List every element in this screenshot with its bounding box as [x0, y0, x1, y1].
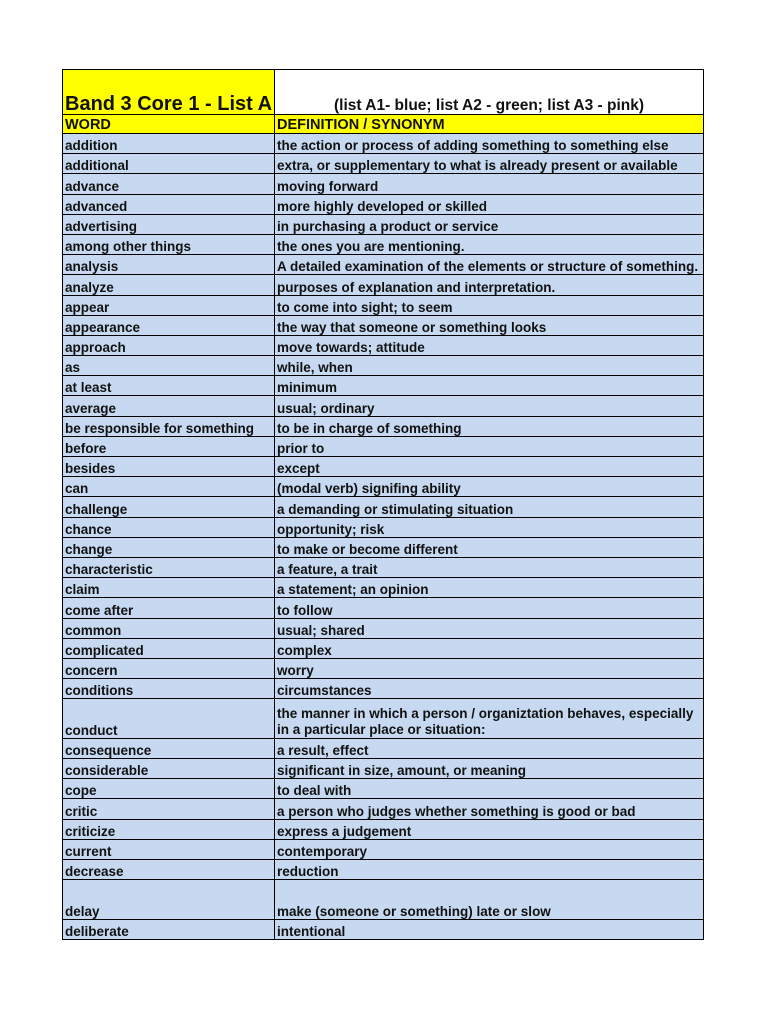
definition-cell[interactable]: purposes of explanation and interpretation. [275, 275, 704, 295]
title-row [63, 70, 704, 115]
definition-cell[interactable]: except [275, 457, 704, 477]
definition-cell[interactable]: the action or process of adding something to something else [275, 134, 704, 154]
word-cell[interactable]: at least [63, 376, 275, 396]
word-cell[interactable]: approach [63, 335, 275, 355]
definition-cell[interactable]: A detailed examination of the elements or structure of something. [275, 255, 704, 275]
sheet-subtitle[interactable]: (list A1- blue; list A2 - green; list A3 - pink) [275, 70, 704, 115]
word-cell[interactable]: decrease [63, 859, 275, 879]
table-row [63, 315, 704, 335]
definition-cell[interactable]: complex [275, 638, 704, 658]
table-row [63, 255, 704, 275]
word-cell[interactable]: among other things [63, 234, 275, 254]
definition-cell[interactable]: minimum [275, 376, 704, 396]
definition-cell[interactable]: to make or become different [275, 537, 704, 557]
table-row [63, 497, 704, 517]
definition-cell[interactable]: significant in size, amount, or meaning [275, 758, 704, 778]
word-cell[interactable]: characteristic [63, 557, 275, 577]
word-cell[interactable]: deliberate [63, 919, 275, 939]
table-row [63, 477, 704, 497]
definition-cell[interactable]: a demanding or stimulating situation [275, 497, 704, 517]
definition-cell[interactable]: moving forward [275, 174, 704, 194]
definition-cell[interactable]: intentional [275, 919, 704, 939]
word-column-header[interactable]: WORD [63, 115, 275, 134]
table-row [63, 517, 704, 537]
definition-cell[interactable]: a result, effect [275, 738, 704, 758]
table-row [63, 819, 704, 839]
word-cell[interactable]: considerable [63, 758, 275, 778]
word-cell[interactable]: concern [63, 658, 275, 678]
word-cell[interactable]: cope [63, 779, 275, 799]
word-cell[interactable]: current [63, 839, 275, 859]
definition-cell[interactable]: make (someone or something) late or slow [275, 880, 704, 920]
table-row [63, 880, 704, 920]
definition-cell[interactable]: circumstances [275, 679, 704, 699]
table-row [63, 376, 704, 396]
table-row [63, 416, 704, 436]
word-cell[interactable]: complicated [63, 638, 275, 658]
definition-cell[interactable]: in purchasing a product or service [275, 214, 704, 234]
word-cell[interactable]: delay [63, 880, 275, 920]
definition-cell[interactable]: a person who judges whether something is good or bad [275, 799, 704, 819]
table-row [63, 679, 704, 699]
definition-cell[interactable]: usual; ordinary [275, 396, 704, 416]
word-cell[interactable]: challenge [63, 497, 275, 517]
vocabulary-table [62, 69, 704, 940]
word-cell[interactable]: can [63, 477, 275, 497]
word-cell[interactable]: chance [63, 517, 275, 537]
table-row [63, 638, 704, 658]
word-cell[interactable]: before [63, 436, 275, 456]
definition-cell[interactable]: contemporary [275, 839, 704, 859]
definition-cell[interactable]: the way that someone or something looks [275, 315, 704, 335]
definition-cell[interactable]: more highly developed or skilled [275, 194, 704, 214]
table-row [63, 275, 704, 295]
word-cell[interactable]: additional [63, 154, 275, 174]
table-row [63, 618, 704, 638]
word-cell[interactable]: critic [63, 799, 275, 819]
definition-cell[interactable]: reduction [275, 859, 704, 879]
word-cell[interactable]: change [63, 537, 275, 557]
table-row [63, 335, 704, 355]
word-cell[interactable]: appearance [63, 315, 275, 335]
table-row [63, 839, 704, 859]
definition-column-header[interactable]: DEFINITION / SYNONYM [275, 115, 704, 134]
table-row [63, 699, 704, 739]
word-cell[interactable]: consequence [63, 738, 275, 758]
definition-cell[interactable]: usual; shared [275, 618, 704, 638]
word-cell[interactable]: come after [63, 598, 275, 618]
table-row [63, 598, 704, 618]
definition-cell[interactable]: move towards; attitude [275, 335, 704, 355]
definition-cell[interactable]: to come into sight; to seem [275, 295, 704, 315]
word-cell[interactable]: advertising [63, 214, 275, 234]
word-cell[interactable]: as [63, 356, 275, 376]
table-row [63, 154, 704, 174]
definition-cell[interactable]: to be in charge of something [275, 416, 704, 436]
definition-cell[interactable]: to follow [275, 598, 704, 618]
definition-cell[interactable]: prior to [275, 436, 704, 456]
definition-cell[interactable]: a feature, a trait [275, 557, 704, 577]
table-row [63, 658, 704, 678]
word-cell[interactable]: conditions [63, 679, 275, 699]
word-cell[interactable]: appear [63, 295, 275, 315]
definition-cell[interactable]: the manner in which a person / organiztation behaves, especially in a particular place or situation: [275, 699, 704, 739]
definition-cell[interactable]: (modal verb) signifing ability [275, 477, 704, 497]
definition-cell[interactable]: a statement; an opinion [275, 578, 704, 598]
definition-cell[interactable]: opportunity; risk [275, 517, 704, 537]
table-row [63, 919, 704, 939]
table-row [63, 799, 704, 819]
definition-cell[interactable]: the ones you are mentioning. [275, 234, 704, 254]
table-row [63, 779, 704, 799]
table-row [63, 134, 704, 154]
table-row [63, 194, 704, 214]
word-cell[interactable]: addition [63, 134, 275, 154]
word-cell[interactable]: analyze [63, 275, 275, 295]
word-cell[interactable]: be responsible for something [63, 416, 275, 436]
definition-cell[interactable]: extra, or supplementary to what is already present or available [275, 154, 704, 174]
word-cell[interactable]: conduct [63, 699, 275, 739]
word-cell[interactable]: common [63, 618, 275, 638]
table-row [63, 214, 704, 234]
table-row [63, 457, 704, 477]
definition-cell[interactable]: express a judgement [275, 819, 704, 839]
table-row [63, 436, 704, 456]
definition-cell[interactable]: worry [275, 658, 704, 678]
word-cell[interactable]: average [63, 396, 275, 416]
word-cell[interactable]: advance [63, 174, 275, 194]
table-row [63, 234, 704, 254]
sheet-title[interactable]: Band 3 Core 1 - List A [63, 70, 275, 115]
word-cell[interactable]: analysis [63, 255, 275, 275]
table-row [63, 758, 704, 778]
table-row [63, 537, 704, 557]
definition-cell[interactable]: to deal with [275, 779, 704, 799]
word-cell[interactable]: criticize [63, 819, 275, 839]
table-row [63, 859, 704, 879]
table-row [63, 295, 704, 315]
table-row [63, 738, 704, 758]
word-cell[interactable]: claim [63, 578, 275, 598]
table-row [63, 356, 704, 376]
definition-cell[interactable]: while, when [275, 356, 704, 376]
header-row [63, 115, 704, 134]
word-cell[interactable]: advanced [63, 194, 275, 214]
table-row [63, 396, 704, 416]
word-cell[interactable]: besides [63, 457, 275, 477]
table-row [63, 557, 704, 577]
table-row [63, 578, 704, 598]
table-row [63, 174, 704, 194]
